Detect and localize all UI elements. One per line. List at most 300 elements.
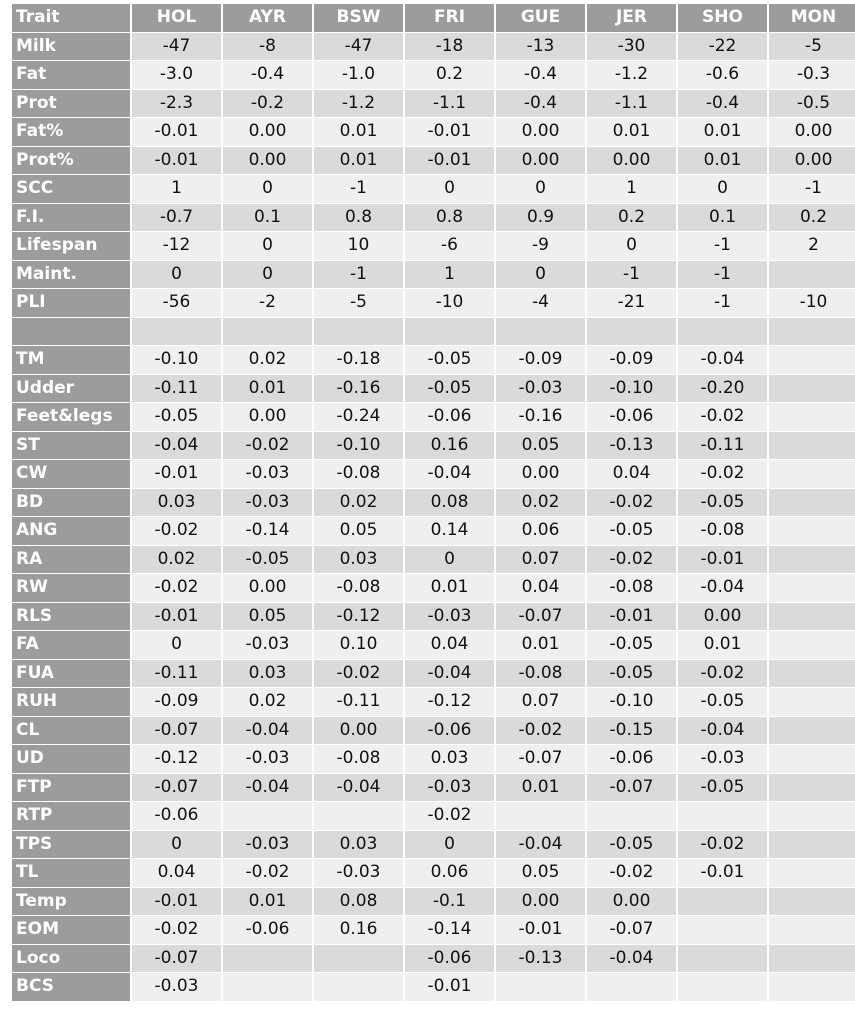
table-cell: -0.03 [405, 774, 494, 802]
table-cell: -0.08 [314, 460, 403, 488]
table-cell [769, 831, 855, 859]
table-cell: -0.4 [496, 61, 585, 89]
table-cell: 0.00 [678, 603, 767, 631]
table-cell: -0.05 [587, 631, 676, 659]
table-cell: -0.04 [223, 717, 312, 745]
table-cell: -0.02 [132, 517, 221, 545]
row-label: RW [12, 574, 130, 602]
table-cell: 0.2 [769, 204, 855, 232]
table-cell: -0.01 [132, 603, 221, 631]
table-cell [678, 916, 767, 944]
table-cell: -0.06 [587, 745, 676, 773]
table-cell: -0.1 [405, 888, 494, 916]
table-cell: -0.01 [405, 118, 494, 146]
table-cell: -0.06 [587, 403, 676, 431]
table-cell: -0.02 [314, 660, 403, 688]
table-cell [769, 774, 855, 802]
table-cell: -0.02 [678, 460, 767, 488]
table-cell: 0.04 [405, 631, 494, 659]
table-cell [769, 859, 855, 887]
table-cell: -30 [587, 33, 676, 61]
table-cell: 0.00 [769, 147, 855, 175]
table-cell: 0.00 [223, 118, 312, 146]
table-cell: -1 [314, 261, 403, 289]
table-cell: -0.07 [132, 717, 221, 745]
table-cell: -0.08 [678, 517, 767, 545]
table-cell: 0.02 [314, 489, 403, 517]
table-cell: 0.03 [314, 546, 403, 574]
row-label: FUA [12, 660, 130, 688]
table-cell: 0 [223, 261, 312, 289]
table-row [12, 603, 855, 631]
table-cell: 0.02 [132, 546, 221, 574]
table-cell: 0.00 [496, 888, 585, 916]
table-cell: 0.04 [587, 460, 676, 488]
table-cell: 0.01 [314, 147, 403, 175]
table-cell: 0 [223, 175, 312, 203]
table-cell: -0.04 [405, 460, 494, 488]
table-cell: -0.02 [223, 432, 312, 460]
table-cell: -1 [678, 289, 767, 317]
table-cell [223, 973, 312, 1001]
table-cell: -0.20 [678, 375, 767, 403]
table-cell: 0.01 [496, 774, 585, 802]
table-cell [587, 973, 676, 1001]
table-cell: -8 [223, 33, 312, 61]
table-cell: -0.02 [132, 574, 221, 602]
table-cell: -0.12 [314, 603, 403, 631]
table-cell: -0.01 [496, 916, 585, 944]
table-cell: -0.03 [223, 460, 312, 488]
table-cell [496, 318, 585, 346]
table-cell: 0 [678, 175, 767, 203]
table-header [12, 4, 855, 32]
table-cell: 0 [496, 261, 585, 289]
table-cell [223, 945, 312, 973]
table-cell [405, 318, 494, 346]
table-cell: -0.10 [587, 688, 676, 716]
table-cell: -0.04 [405, 660, 494, 688]
header-row [12, 4, 855, 32]
table-cell: -0.4 [496, 90, 585, 118]
table-cell [769, 802, 855, 830]
table-cell [769, 603, 855, 631]
table-cell [132, 318, 221, 346]
table-cell: 0 [223, 232, 312, 260]
row-label: FA [12, 631, 130, 659]
table-cell: -1 [678, 232, 767, 260]
table-cell [769, 432, 855, 460]
table-cell: -9 [496, 232, 585, 260]
table-cell: -0.05 [405, 375, 494, 403]
table-cell: 0.01 [587, 118, 676, 146]
table-cell: -0.03 [314, 859, 403, 887]
table-cell: -1 [678, 261, 767, 289]
table-cell: -21 [587, 289, 676, 317]
table-cell: 0.00 [223, 403, 312, 431]
table-cell [314, 973, 403, 1001]
table-cell: -0.04 [223, 774, 312, 802]
table-cell: -0.03 [496, 375, 585, 403]
table-cell [678, 945, 767, 973]
row-label: Temp [12, 888, 130, 916]
column-header-mon: MON [769, 4, 855, 32]
table-cell: 0.00 [769, 118, 855, 146]
table-cell: -0.07 [496, 745, 585, 773]
table-cell: -0.01 [678, 859, 767, 887]
table-cell: 0.16 [405, 432, 494, 460]
breed-trait-table [10, 3, 855, 1002]
table-cell: -0.08 [496, 660, 585, 688]
row-label: Loco [12, 945, 130, 973]
column-header-ayr: AYR [223, 4, 312, 32]
row-label: Feet&legs [12, 403, 130, 431]
table-cell: -0.12 [405, 688, 494, 716]
table-cell: 0 [132, 261, 221, 289]
table-cell: 0.05 [496, 432, 585, 460]
table-cell: -5 [314, 289, 403, 317]
table-cell: -0.01 [405, 973, 494, 1001]
table-cell: -0.05 [678, 688, 767, 716]
table-cell: 0.05 [314, 517, 403, 545]
table-cell: 0.06 [405, 859, 494, 887]
table-row [12, 916, 855, 944]
row-label: TL [12, 859, 130, 887]
table-row [12, 574, 855, 602]
table-cell [678, 318, 767, 346]
table-cell [769, 574, 855, 602]
table-cell [496, 802, 585, 830]
table-cell: 0.01 [314, 118, 403, 146]
table-cell: 0 [587, 232, 676, 260]
table-cell: -0.07 [496, 603, 585, 631]
table-cell: -0.09 [496, 346, 585, 374]
table-cell [314, 945, 403, 973]
table-cell: 0.02 [223, 346, 312, 374]
table-cell: -0.02 [223, 859, 312, 887]
table-cell: 0 [405, 831, 494, 859]
table-row [12, 90, 855, 118]
table-cell [769, 517, 855, 545]
table-row [12, 346, 855, 374]
table-cell: -0.03 [223, 831, 312, 859]
table-cell: -0.02 [587, 489, 676, 517]
table-cell [223, 318, 312, 346]
row-label: Fat% [12, 118, 130, 146]
table-cell: 0.16 [314, 916, 403, 944]
column-header-hol: HOL [132, 4, 221, 32]
table-cell: 0 [132, 831, 221, 859]
table-cell: 0.00 [587, 888, 676, 916]
table-cell: -0.09 [587, 346, 676, 374]
table-cell [769, 717, 855, 745]
table-row [12, 318, 855, 346]
table-row [12, 261, 855, 289]
table-cell: -0.02 [132, 916, 221, 944]
column-header-jer: JER [587, 4, 676, 32]
table-cell: -1 [314, 175, 403, 203]
table-cell: -0.05 [132, 403, 221, 431]
table-cell: -2 [223, 289, 312, 317]
row-label: PLI [12, 289, 130, 317]
table-cell: -0.18 [314, 346, 403, 374]
row-label: Udder [12, 375, 130, 403]
table-cell: -0.04 [678, 717, 767, 745]
table-cell: -0.10 [132, 346, 221, 374]
table-cell: -0.16 [496, 403, 585, 431]
row-label: TM [12, 346, 130, 374]
table-row [12, 204, 855, 232]
table-cell: 0.08 [314, 888, 403, 916]
table-cell: -0.11 [678, 432, 767, 460]
table-cell: 0.00 [314, 717, 403, 745]
table-cell: -0.03 [678, 745, 767, 773]
column-header-sho: SHO [678, 4, 767, 32]
table-row [12, 688, 855, 716]
table-cell: -0.4 [223, 61, 312, 89]
table-cell: 0.08 [405, 489, 494, 517]
table-cell: -0.01 [132, 888, 221, 916]
table-cell: -0.05 [587, 517, 676, 545]
table-cell: -0.05 [587, 660, 676, 688]
table-row [12, 517, 855, 545]
table-cell: 0.05 [223, 603, 312, 631]
table-cell: 0.2 [405, 61, 494, 89]
table-cell: 0.8 [314, 204, 403, 232]
table-cell: -1.0 [314, 61, 403, 89]
table-cell: -13 [496, 33, 585, 61]
table-cell: -0.02 [405, 802, 494, 830]
table-cell: 0.10 [314, 631, 403, 659]
table-cell: -0.11 [314, 688, 403, 716]
table-cell: -0.6 [678, 61, 767, 89]
table-cell [769, 660, 855, 688]
row-label [12, 318, 130, 346]
column-header-trait: Trait [12, 4, 130, 32]
table-cell: -0.02 [678, 403, 767, 431]
table-cell: -10 [769, 289, 855, 317]
table-cell: -0.05 [405, 346, 494, 374]
table-cell: 0 [132, 631, 221, 659]
table-cell [769, 489, 855, 517]
table-cell: 0.01 [496, 631, 585, 659]
table-cell: -0.06 [223, 916, 312, 944]
table-row [12, 489, 855, 517]
table-cell: -0.03 [405, 603, 494, 631]
table-cell: 0.00 [223, 147, 312, 175]
table-body [12, 33, 855, 1001]
table-cell: 0.00 [496, 118, 585, 146]
table-cell: -0.07 [132, 945, 221, 973]
table-cell [678, 802, 767, 830]
row-label: Lifespan [12, 232, 130, 260]
table-cell [769, 973, 855, 1001]
table-cell: 0.03 [314, 831, 403, 859]
table-cell: 0 [405, 175, 494, 203]
table-cell [769, 631, 855, 659]
table-cell: 0.00 [587, 147, 676, 175]
table-cell: -6 [405, 232, 494, 260]
table-cell: 0.02 [223, 688, 312, 716]
table-row [12, 375, 855, 403]
table-cell: -47 [132, 33, 221, 61]
table-cell: -0.11 [132, 375, 221, 403]
table-cell [769, 261, 855, 289]
table-row [12, 432, 855, 460]
table-cell: -47 [314, 33, 403, 61]
table-cell [769, 945, 855, 973]
table-cell: -18 [405, 33, 494, 61]
table-cell: -0.12 [132, 745, 221, 773]
table-cell: -0.07 [587, 774, 676, 802]
column-header-bsw: BSW [314, 4, 403, 32]
table-cell: -0.01 [405, 147, 494, 175]
table-cell: -0.06 [405, 717, 494, 745]
table-cell: -2.3 [132, 90, 221, 118]
table-cell: -0.02 [587, 546, 676, 574]
table-cell: 0.01 [678, 147, 767, 175]
table-cell: -0.14 [223, 517, 312, 545]
table-cell [769, 745, 855, 773]
row-label: Prot% [12, 147, 130, 175]
table-cell: -0.02 [496, 717, 585, 745]
column-header-gue: GUE [496, 4, 585, 32]
table-cell: -0.03 [223, 745, 312, 773]
row-label: CL [12, 717, 130, 745]
table-cell: 10 [314, 232, 403, 260]
table-cell: -0.15 [587, 717, 676, 745]
table-row [12, 802, 855, 830]
table-cell: -1.2 [314, 90, 403, 118]
table-cell: -1.1 [405, 90, 494, 118]
table-cell: -0.13 [496, 945, 585, 973]
table-cell: -0.7 [132, 204, 221, 232]
table-row [12, 745, 855, 773]
table-cell: -1.1 [587, 90, 676, 118]
table-cell: -0.04 [678, 346, 767, 374]
row-label: TPS [12, 831, 130, 859]
table-cell: -0.02 [678, 660, 767, 688]
table-cell: -10 [405, 289, 494, 317]
table-cell: 0.1 [678, 204, 767, 232]
table-cell: -0.04 [678, 574, 767, 602]
table-cell: -0.4 [678, 90, 767, 118]
table-cell: -5 [769, 33, 855, 61]
table-row [12, 859, 855, 887]
table-cell: -0.10 [314, 432, 403, 460]
row-label: FTP [12, 774, 130, 802]
table-cell [223, 802, 312, 830]
table-cell: 0 [405, 546, 494, 574]
table-cell: 0.8 [405, 204, 494, 232]
table-cell: 0.9 [496, 204, 585, 232]
table-cell: -0.04 [314, 774, 403, 802]
table-row [12, 289, 855, 317]
table-cell: -0.04 [132, 432, 221, 460]
table-cell: -0.05 [587, 831, 676, 859]
table-cell: 0.03 [405, 745, 494, 773]
table-cell: -0.13 [587, 432, 676, 460]
table-cell: -0.08 [314, 745, 403, 773]
row-label: UD [12, 745, 130, 773]
table-cell: -0.01 [132, 147, 221, 175]
row-label: ANG [12, 517, 130, 545]
row-label: SCC [12, 175, 130, 203]
table-row [12, 660, 855, 688]
table-row [12, 460, 855, 488]
table-cell [769, 403, 855, 431]
table-cell [769, 546, 855, 574]
table-cell: 0.1 [223, 204, 312, 232]
table-row [12, 232, 855, 260]
table-cell: -56 [132, 289, 221, 317]
table-cell: 0.2 [587, 204, 676, 232]
table-cell: -0.04 [496, 831, 585, 859]
table-cell: 0.07 [496, 688, 585, 716]
table-cell [314, 318, 403, 346]
table-cell: 2 [769, 232, 855, 260]
table-cell: 0.01 [223, 375, 312, 403]
table-cell: -0.10 [587, 375, 676, 403]
table-cell: 0.04 [496, 574, 585, 602]
row-label: Fat [12, 61, 130, 89]
breed-trait-table-container [10, 3, 850, 1002]
row-label: RTP [12, 802, 130, 830]
table-cell: 0.00 [496, 460, 585, 488]
table-cell [587, 802, 676, 830]
table-cell: 1 [132, 175, 221, 203]
table-cell: -0.07 [587, 916, 676, 944]
table-row [12, 973, 855, 1001]
row-label: RUH [12, 688, 130, 716]
table-cell: -0.24 [314, 403, 403, 431]
table-cell: -0.02 [587, 859, 676, 887]
table-cell: 0.01 [223, 888, 312, 916]
table-cell [769, 318, 855, 346]
table-cell: 0.05 [496, 859, 585, 887]
table-cell: -1 [587, 261, 676, 289]
row-label: BCS [12, 973, 130, 1001]
table-row [12, 33, 855, 61]
table-row [12, 631, 855, 659]
table-cell: -0.14 [405, 916, 494, 944]
table-cell [769, 375, 855, 403]
table-cell: -0.11 [132, 660, 221, 688]
table-cell: 0.01 [405, 574, 494, 602]
table-cell: -0.01 [678, 546, 767, 574]
table-cell: -4 [496, 289, 585, 317]
row-label: RA [12, 546, 130, 574]
table-cell: 1 [587, 175, 676, 203]
table-cell: 0.07 [496, 546, 585, 574]
table-row [12, 61, 855, 89]
row-label: EOM [12, 916, 130, 944]
table-cell: 0.04 [132, 859, 221, 887]
table-cell: -22 [678, 33, 767, 61]
table-cell: -0.03 [223, 489, 312, 517]
table-cell: -12 [132, 232, 221, 260]
row-label: F.I. [12, 204, 130, 232]
table-cell: 0.02 [496, 489, 585, 517]
table-row [12, 118, 855, 146]
table-cell: -0.09 [132, 688, 221, 716]
row-label: ST [12, 432, 130, 460]
table-cell: 1 [405, 261, 494, 289]
table-row [12, 546, 855, 574]
table-row [12, 403, 855, 431]
table-cell: -0.06 [132, 802, 221, 830]
row-label: CW [12, 460, 130, 488]
